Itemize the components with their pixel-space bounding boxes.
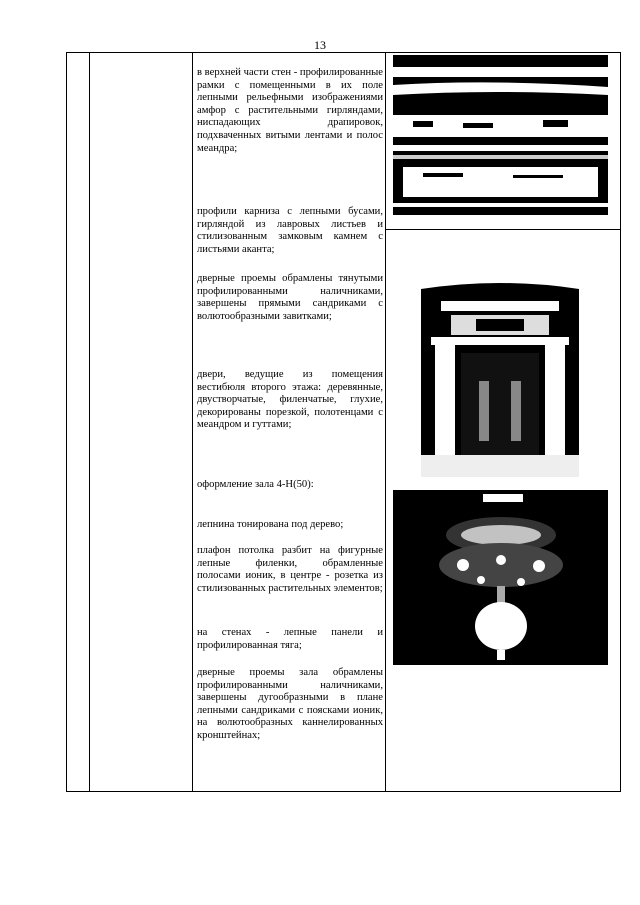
column-divider-3 [385,53,386,791]
ceiling-rosette-photo [393,490,608,665]
column-divider-2 [192,53,193,791]
description-paragraph: оформление зала 4-Н(50): [197,479,314,490]
description-paragraph: на стенах - лепные панели и профилированная тяга; [197,627,383,651]
description-paragraph: дверные проемы обрамлены тянутыми профилированными наличниками, завершены прямыми сандриками с волютообразными завитками; [197,273,383,322]
description-paragraph: плафон потолка разбит на фигурные лепные филенки, обрамленные полосами ионик, в центре - розетка из стилизованных растительных элементов; [197,545,383,594]
doorway-image [421,271,579,477]
description-paragraph: лепнина тонирована под дерево; [197,519,344,530]
wall-frames-image [393,55,608,215]
description-paragraph: профили карниза с лепными бусами, гирляндой из лавровых листьев и стилизованным замковым камнем с листьями аканта; [197,206,383,255]
wall-frames-photo [393,55,608,215]
document-table [66,52,621,792]
description-paragraph: двери, ведущие из помещения вестибюля второго этажа: деревянные, двустворчатые, филенчатые, глухие, декорированы порезкой, полотенцами с меандром и гуттами; [197,369,383,431]
column-divider-1 [89,53,90,791]
photo-row-divider [386,229,621,230]
doorway-photo [421,271,579,477]
description-paragraph: дверные проемы зала обрамлены профилированными наличниками, завершены дугообразными в плане лепными сандриками с поясками ионик, на волютообразных каннелированных кронштейнах; [197,667,383,741]
ceiling-rosette-image [393,490,608,665]
page-number: 13 [314,38,326,52]
description-paragraph: в верхней части стен - профилированные рамки с помещенными в их поле лепными рельефными изображениями амфор с растительными гирляндами, ниспадающих драпировок, подхваченных витыми лентами и полос меандра; [197,67,383,154]
